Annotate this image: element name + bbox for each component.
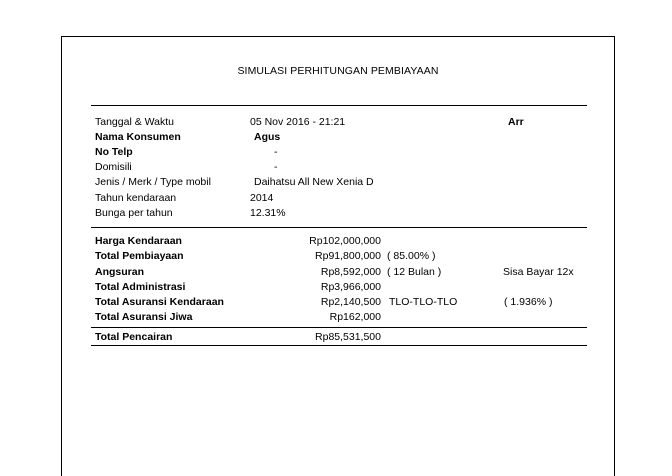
- angsuran-tenor: ( 12 Bulan ): [387, 266, 442, 278]
- document-title: SIMULASI PERHITUNGAN PEMBIAYAAN: [237, 65, 439, 77]
- telp-value: -: [274, 146, 278, 158]
- pembiayaan-label: Total Pembiayaan: [95, 250, 184, 262]
- jenis-value: Daihatsu All New Xenia D: [254, 176, 374, 188]
- angsuran-label: Angsuran: [95, 266, 145, 278]
- divider-total: [91, 327, 587, 328]
- tanggal-label: Tanggal & Waktu: [95, 116, 174, 128]
- divider-top: [91, 105, 587, 106]
- asuransi-kendaraan-percent: ( 1.936% ): [504, 296, 553, 308]
- nama-label: Nama Konsumen: [95, 131, 181, 143]
- jenis-label: Jenis / Merk / Type mobil: [95, 176, 211, 188]
- admin-label: Total Administrasi: [95, 281, 186, 293]
- harga-label: Harga Kendaraan: [95, 235, 182, 247]
- asuransi-kendaraan-label: Total Asuransi Kendaraan: [95, 296, 224, 308]
- nama-value: Agus: [254, 131, 281, 143]
- divider-bottom: [91, 345, 587, 346]
- harga-value: Rp102,000,000: [309, 235, 381, 247]
- bunga-label: Bunga per tahun: [95, 207, 173, 219]
- pembiayaan-percent: ( 85.00% ): [387, 250, 436, 262]
- pencairan-value: Rp85,531,500: [315, 331, 381, 343]
- admin-value: Rp3,966,000: [320, 281, 381, 293]
- bunga-value: 12.31%: [250, 207, 286, 219]
- tahun-label: Tahun kendaraan: [95, 192, 177, 204]
- asuransi-jiwa-value: Rp162,000: [329, 311, 381, 323]
- domisili-value: -: [274, 161, 278, 173]
- divider-middle: [91, 227, 587, 228]
- tahun-value: 2014: [250, 192, 274, 204]
- pembiayaan-value: Rp91,800,000: [315, 250, 381, 262]
- asuransi-kendaraan-type: TLO-TLO-TLO: [389, 296, 458, 308]
- asuransi-jiwa-label: Total Asuransi Jiwa: [95, 311, 193, 323]
- sisa-bayar: Sisa Bayar 12x: [503, 266, 574, 278]
- code-value: Arr: [508, 116, 524, 128]
- document-page: [61, 36, 615, 476]
- angsuran-value: Rp8,592,000: [320, 266, 381, 278]
- tanggal-value: 05 Nov 2016 - 21:21: [250, 116, 346, 128]
- pencairan-label: Total Pencairan: [95, 331, 173, 343]
- telp-label: No Telp: [95, 146, 133, 158]
- domisili-label: Domisili: [95, 161, 132, 173]
- asuransi-kendaraan-value: Rp2,140,500: [320, 296, 381, 308]
